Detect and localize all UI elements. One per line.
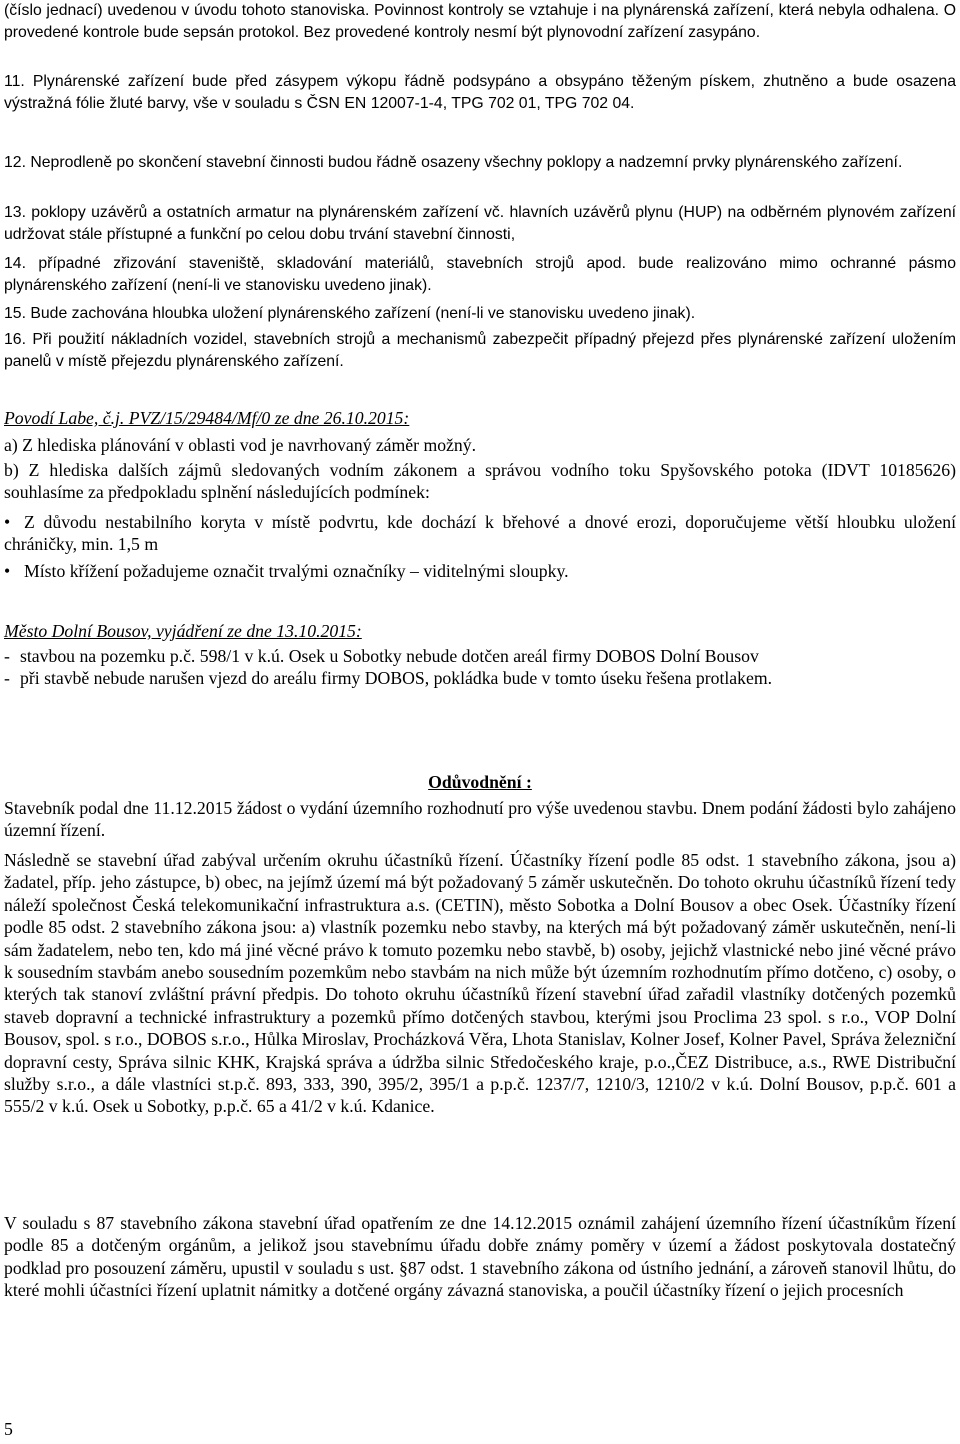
list-item xyxy=(4,560,956,582)
gas-condition-15: 15. Bude zachována hloubka uložení plynárenského zařízení (není-li ve stanovisku uvedeno jinak). xyxy=(4,305,696,322)
page-number: 5 xyxy=(4,1419,13,1439)
mesto-heading: Město Dolní Bousov, vyjádření ze dne 13.10.2015: xyxy=(4,621,362,641)
oduvodneni-heading: Odůvodnění : xyxy=(428,772,532,792)
gas-condition-14: 14. případné zřizování staveniště, skladování materiálů, stavebních strojů apod. bude realizováno mimo ochranné pásmo plynárenského zařízení (není-li ve stanovisku uvedeno jinak). xyxy=(4,255,956,294)
dash-marker: - xyxy=(4,668,10,689)
list-item-text: Z důvodu nestabilního koryta v místě podvrtu, kde dochází k břehové a dnové erozi, doporučujeme větší hloubku uložení chráničky, min. 1,5 m xyxy=(4,512,956,555)
povodi-point-b: b) Z hlediska dalších zájmů sledovaných vodním zákonem a správou vodního toku Spyšovského potoka (IDVT 10185626) souhlasíme za předpokladu splnění následujících podmínek: xyxy=(4,460,956,503)
bullet-icon: • xyxy=(4,560,11,581)
list-item xyxy=(4,667,956,689)
gas-condition-12: 12. Neprodleně po skončení stavební činnosti budou řádně osazeny všechny poklopy a nadzemní prvky plynárenského zařízení. xyxy=(4,154,903,171)
povodi-point-a: a) Z hlediska plánování v oblasti vod je navrhovaný záměr možný. xyxy=(4,435,477,455)
gas-condition-13: 13. poklopy uzávěrů a ostatních armatur na plynárenském zařízení vč. hlavních uzávěrů plynu (HUP) na odběrném plynovém zařízení udržovat stále přístupné a funkční po celou dobu trvání stavební činnosti, xyxy=(4,204,956,243)
gas-condition-11: 11. Plynárenské zařízení bude před zásypem výkopu řádně podsypáno a obsypáno těženým pískem, zhutněno a bude osazena výstražná fólie žluté barvy, vše v souladu s ČSN EN 12007-1-4, TPG 702 01, TPG 702 04. xyxy=(4,73,956,112)
list-item-text: při stavbě nebude narušen vjezd do areálu firmy DOBOS, pokládka bude v tomto úseku řešena protlakem. xyxy=(20,668,773,689)
oduvodneni-paragraph-1: Stavebník podal dne 11.12.2015 žádost o vydání územního rozhodnutí pro výše uvedenou stavbu. Dnem podání žádosti bylo zahájeno územní řízení. xyxy=(4,798,956,841)
list-item-text: Místo křížení požadujeme označit trvalými označníky – viditelnými sloupky. xyxy=(24,560,569,581)
povodi-heading: Povodí Labe, č.j. PVZ/15/29484/Mf/0 ze dne 26.10.2015: xyxy=(4,408,410,428)
list-item xyxy=(4,645,956,667)
povodi-condition-list xyxy=(4,511,956,582)
dash-marker: - xyxy=(4,646,10,666)
list-item xyxy=(4,511,956,556)
mesto-item-list xyxy=(4,645,956,690)
oduvodneni-paragraph-3: V souladu s 87 stavebního zákona stavební úřad opatřením ze dne 14.12.2015 oznámil zahájení územního řízení účastníkům řízení podle 85 a dotčeným orgánům, a jelikož jsou stavebnímu úřadu dobře známy poměry v území a žádost poskytovala dostatečný podklad pro posouzení záměru, upustil v souladu s ust. §87 odst. 1 stavebního zákona od ústního jednání, a zároveň stanovil lhůtu, do které mohli účastníci řízení uplatnit námitky a dotčené orgány závazná stanoviska, a poučil účastníky řízení o jejich procesních xyxy=(4,1213,956,1301)
oduvodneni-paragraph-2: Následně se stavební úřad zabýval určením okruhu účastníků řízení. Účastníky řízení podle 85 odst. 1 stavebního zákona, jsou a) žadatel, příp. jeho zástupce, b) obec, na jejímž území má být požadovaný 5 záměr uskutečněn. Do tohoto okruhu účastníků řízení tedy náleží společnost Česká telekomunikační infrastruktura a.s. (CETIN), město Sobotka a Dolní Bousov a obec Osek. Účastníky řízení podle 85 odst. 2 stavebního zákona jsou: a) vlastník pozemku nebo stavby, na kterých má být požadovaný záměr uskutečněn, není-li sám žadatelem, nebo ten, kdo má jiné věcné právo k tomuto pozemku nebo stavbě, b) osoby, jejichž vlastnické nebo jiné věcné právo k sousedním stavbám anebo sousedním pozemkům nebo stavbám na nich může být územním rozhodnutím přímo dotčeno, c) osoby, o kterých tak stanoví zvláštní právní předpis. Do tohoto okruhu účastníků řízení stavební úřad zařadil vlastníky dotčených pozemků staveb dopravní a technické infrastruktury a pozemků přímo dotčených stavbou, kterými jsou Proclima 23 spol. s r.o., VOP Dolní Bousov, spol. s r.o., DOBOS s.r.o., Hůlka Miroslav, Procházková Věra, Lhota Stanislav, Kolner Josef, Kolner Pavel, Správa železniční dopravní cesty, Správa silnic KHK, Krajská správa a údržba silnic Středočeského kraje, p.o.,ČEZ Distribuce, a.s., RWE Distribuční služby s.r.o., a dále vlastníci st.p.č. 893, 333, 390, 395/2, 395/1 a p.p.č. 1237/7, 1210/3, 1210/2 v k.ú. Dolní Bousov, p.p.č. 601 a 555/2 v k.ú. Osek u Sobotky, p.p.č. 65 a 41/2 v k.ú. Kdanice. xyxy=(4,850,956,1117)
bullet-icon: • xyxy=(4,512,11,532)
list-item-text: stavbou na pozemku p.č. 598/1 v k.ú. Osek u Sobotky nebude dotčen areál firmy DOBOS Dolní Bousov xyxy=(20,646,759,666)
gas-intro-paragraph: (číslo jednací) uvedenou v úvodu tohoto stanoviska. Povinnost kontroly se vztahuje i na plynárenská zařízení, která nebyla odhalena. O provedené kontrole bude sepsán protokol. Bez provedené kontroly nesmí být plynovodní zařízení zasypáno. xyxy=(4,2,956,41)
gas-condition-16: 16. Při použití nákladních vozidel, stavebních strojů a mechanismů zabezpečit případný přejezd přes plynárenské zařízení uložením panelů v místě přejezdu plynárenského zařízení. xyxy=(4,331,956,370)
